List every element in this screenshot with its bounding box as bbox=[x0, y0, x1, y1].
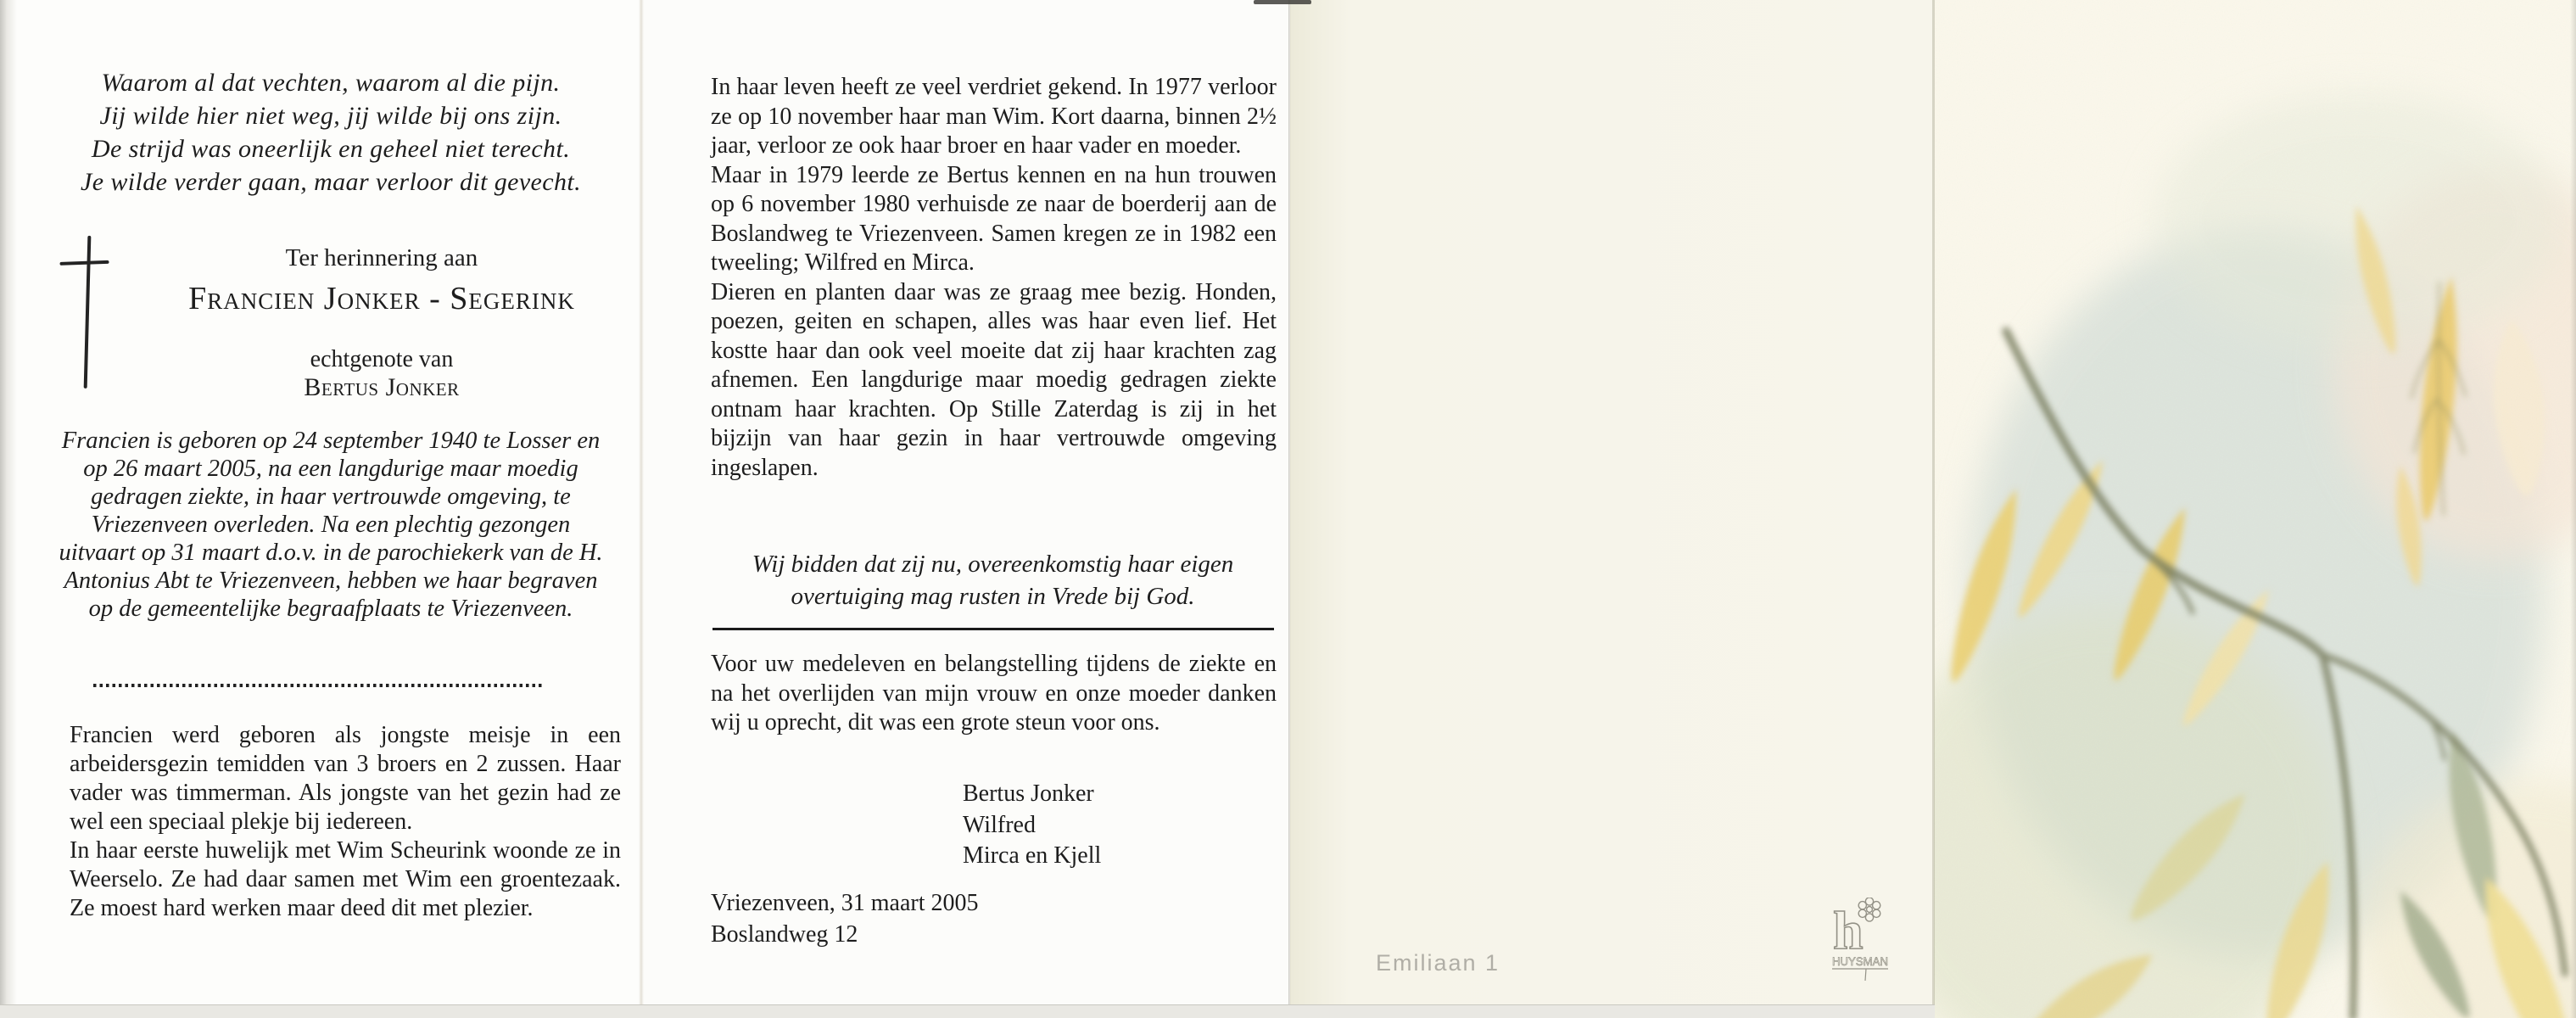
card-fold-line bbox=[639, 0, 644, 1005]
poem-line: De strijd was oneerlijk en geheel niet terecht. bbox=[91, 135, 571, 163]
printer-logo-letter: h bbox=[1833, 900, 1864, 960]
printer-logo-name: HUYSMAN bbox=[1832, 954, 1888, 968]
memorial-poem bbox=[51, 66, 611, 199]
scan-left-edge bbox=[0, 0, 17, 1005]
poem-line: Jij wilde hier niet weg, jij wilde bij ons zijn. bbox=[99, 102, 562, 130]
card-front-right-panel bbox=[643, 0, 1290, 1005]
card-series-label: Emiliaan 1 bbox=[1376, 950, 1500, 976]
card-edge-shadow bbox=[1288, 0, 1291, 1005]
horizontal-rule bbox=[712, 628, 1274, 630]
printer-logo bbox=[1830, 898, 1895, 982]
signatories-list bbox=[963, 779, 1260, 872]
cross-vertical-bar bbox=[84, 236, 92, 389]
spouse-label: echtgenote van bbox=[310, 346, 454, 372]
prayer-text: Wij bidden dat zij nu, overeenkomstig haar eigen overtuiging mag rusten in Vrede bij God. bbox=[752, 551, 1234, 610]
watercolor-leaf-panel bbox=[1934, 0, 2576, 1018]
place-date-block bbox=[711, 887, 1135, 950]
acknowledgement-text: Voor uw medeleven en belangstelling tijdens de ziekte en na het overlijden van mijn vrouw en onze moeder danken wij u oprecht, dit was een grote steun voor ons. bbox=[711, 651, 1277, 736]
poem-line: Je wilde verder gaan, maar verloor dit gevecht. bbox=[80, 168, 582, 196]
scan-right-edge bbox=[2570, 0, 2576, 1018]
poem-line: Waarom al dat vechten, waarom al die pijn. bbox=[101, 69, 561, 97]
life-paragraph: In haar leven heeft ze veel verdriet gekend. In 1977 verloor ze op 10 november haar man Wim. Kort daarna, binnen 2½ jaar, verloor ze ook haar broer en haar vader en moeder. bbox=[711, 74, 1277, 159]
cross-horizontal-bar bbox=[59, 260, 109, 266]
printer-logo-flower-icon bbox=[1858, 898, 1880, 921]
scan-bottom-edge bbox=[0, 1004, 1935, 1018]
signatory: Wilfred bbox=[963, 811, 1036, 838]
card-back-panel bbox=[1290, 0, 1934, 1005]
signatory: Mirca en Kjell bbox=[963, 842, 1102, 869]
life-paragraph: Dieren en planten daar was ze graag mee bezig. Honden, poezen, geiten en schapen, alles was haar even lief. Het kostte haar dan ook veel moeite dat zij haar krachten zag afnemen. Een langdurige maar moedig gedragen ziekte ontnam haar krachten. Op Stille Zaterdag is zij in het bijzijn van haar gezin in haar vertrouwde omgeving ingeslapen. bbox=[711, 278, 1277, 481]
biography-text bbox=[70, 721, 621, 923]
in-memory-label: Ter herinnering aan bbox=[285, 244, 478, 271]
life-story-text bbox=[711, 73, 1277, 483]
biography-paragraph: In haar eerste huwelijk met Wim Scheurink woonde ze in Weerselo. Ze had daar samen met Wim een groentezaak. Ze moest hard werken maar deed dit met plezier. bbox=[70, 837, 621, 921]
watercolor-leaves-illustration bbox=[1934, 0, 2576, 1018]
spouse-name: Bertus Jonker bbox=[304, 373, 460, 401]
deceased-name: Francien Jonker - Segerink bbox=[188, 281, 575, 316]
scan-top-artifact bbox=[1254, 0, 1311, 4]
life-paragraph: Maar in 1979 leerde ze Bertus kennen en na hun trouwen op 6 november 1980 verhuisde ze naar de boerderij aan de Boslandweg te Vriezenveen. Samen kregen ze in 1982 een tweeling; Wilfred en Mirca. bbox=[711, 161, 1277, 276]
life-dates-paragraph: Francien is geboren op 24 september 1940 te Losser en op 26 maart 2005, na een langdurige maar moedig gedragen ziekte, in haar vertrouwde omgeving, te Vriezenveen overleden. Na een plechtig gezongen uitvaart op 31 maart d.o.v. in de parochiekerk van de H. Antonius Abt te Vriezenveen, hebben we haar begraven op de gemeentelijke begraafplaats te Vriezenveen. bbox=[59, 428, 603, 622]
paper-grain-texture bbox=[1934, 0, 2576, 1018]
dotted-divider bbox=[93, 684, 545, 687]
leaf-panel-edge bbox=[1932, 0, 1935, 1018]
card-front-left-panel bbox=[17, 0, 643, 1005]
biography-paragraph: Francien werd geboren als jongste meisje in een arbeidersgezin temidden van 3 broers en 2 zussen. Haar vader was timmerman. Als jongste van het gezin had ze wel een speciaal plekje bij iedereen. bbox=[70, 722, 621, 835]
address: Boslandweg 12 bbox=[711, 921, 858, 948]
signatory: Bertus Jonker bbox=[963, 780, 1094, 807]
place-date: Vriezenveen, 31 maart 2005 bbox=[711, 890, 979, 916]
